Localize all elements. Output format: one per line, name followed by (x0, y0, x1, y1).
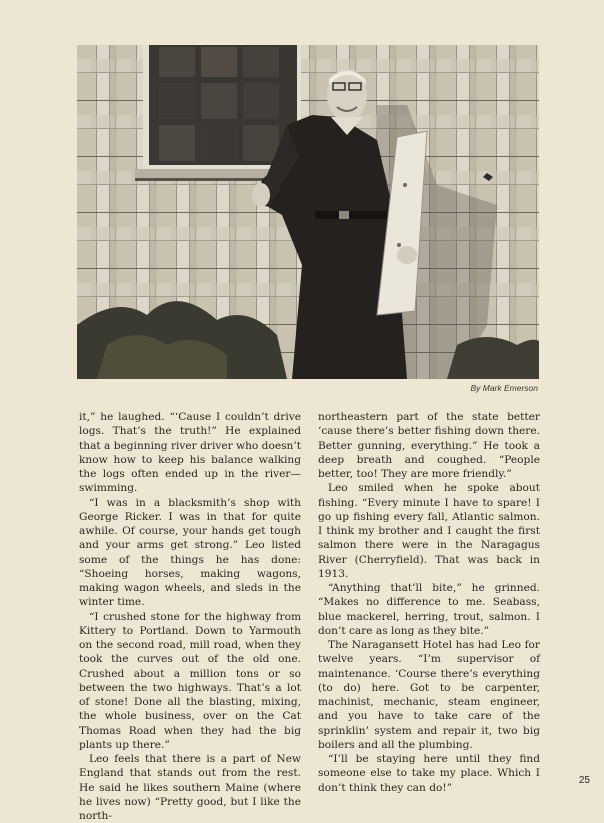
photo-credit: By Mark Emerson (470, 383, 538, 393)
paragraph: The Naragansett Hotel has had Leo for twelve years. “I’m supervisor of maintenance. ‘Course there’s everything (to do) here. Got to be carpenter, machinist, mechanic, steam engineer, and you have to take care of the sprinklin’ system and repair it, two big boilers and all the plumbing. (318, 639, 540, 751)
paragraph: “Anything that’ll bite,” he grinned. “Makes no difference to me. Seabass, blue mackerel, herring, trout, salmon. I don’t care as long as they bite.” (318, 582, 540, 637)
paragraph: northeastern part of the state better ‘cause there’s better fishing down there. Better gunning, everything.” He took a deep breath and coughed. “People better, too! They are more friendly.” (318, 411, 540, 480)
photo-man-by-shingled-wall (77, 45, 539, 379)
paragraph: it,” he laughed. “‘Cause I couldn’t drive logs. That’s the truth!” He explained that a beginning river driver who doesn’t know how to keep his balance walking the logs often ended up in the river—swimming. (79, 411, 301, 495)
paragraph: “I’ll be staying here until they find someone else to take my place. Which I don’t think they can do!” (318, 753, 540, 794)
photo (77, 45, 539, 379)
paragraph: “I was in a blacksmith’s shop with George Ricker. I was in that for quite awhile. Of course, your hands get tough and your arms get strong.” Leo listed some of the things he has done: “Shoeing horses, making wagons, making wagon wheels, and sleds in the winter time. (79, 496, 301, 609)
paragraph: Leo smiled when he spoke about fishing. “Every minute I have to spare! I go up fishing every fall, Atlantic salmon. I think my brother and I caught the first salmon there were in the Naragagus River (Cherryfield). That was back in 1913. (318, 482, 540, 580)
page-number: 25 (578, 775, 590, 786)
paragraph: “I crushed stone for the highway from Kittery to Portland. Down to Yarmouth on the second road, mill road, when they took the curves out of the old one. Crushed about a million tons or so between the two highways. That’s a lot of stone! Done all the blasting, mixing, the whole business, over on the Cat Thomas Road when they had the big plants up there.” (79, 610, 301, 751)
article-column-right (318, 410, 540, 795)
paragraph: Leo feels that there is a part of New England that stands out from the rest. He said he likes southern Maine (where he lives now) “Pretty good, but I like the north- (79, 753, 301, 822)
article-column-left (79, 410, 301, 823)
